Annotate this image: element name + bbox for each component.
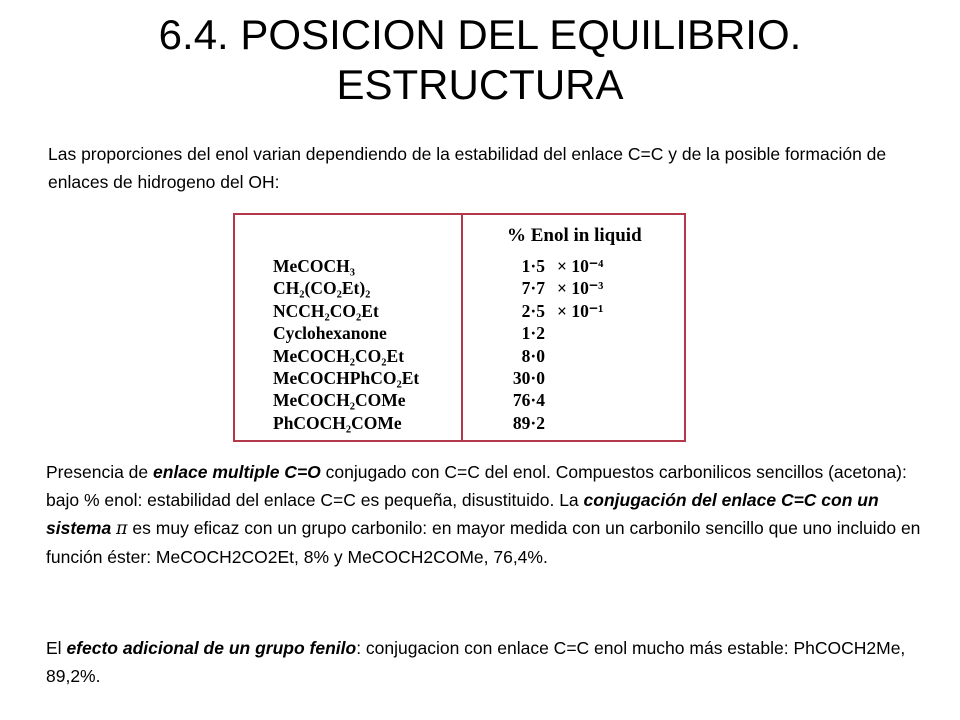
value-number: 2·5 xyxy=(521,300,545,321)
enol-value-cell xyxy=(505,345,603,367)
table-divider xyxy=(461,215,463,440)
compound-cell: Cyclohexanone xyxy=(273,323,387,344)
slide-title-line-1: 6.4. POSICION DEL EQUILIBRIO. xyxy=(158,11,802,58)
para2-text-3: es muy eficaz con un grupo carbonilo: en mayor medida con un carbonilo sencillo que uno incluido en función éster: MeCOCH2CO2Et, 8% y MeCOCH2COMe, 76,4%. xyxy=(46,518,921,567)
compound-cell: MeCOCH₂CO₂Et xyxy=(273,345,405,366)
enol-value-cell xyxy=(505,412,603,434)
enol-value-cell xyxy=(505,277,603,299)
enol-table xyxy=(233,213,686,442)
enol-value-cell xyxy=(505,255,603,277)
conjugation-paragraph xyxy=(46,458,926,571)
slide-title-line-2: ESTRUCTURA xyxy=(336,61,624,108)
value-exponent: × 10⁻⁴ xyxy=(557,256,604,276)
enol-value-cell xyxy=(505,322,603,344)
value-number: 76·4 xyxy=(512,390,545,411)
phenyl-paragraph xyxy=(46,634,926,690)
para2-text-1: Presencia de xyxy=(46,462,154,482)
para2-text-2: conjugado con C=C del enol. Compuestos carbonilicos sencillos (acetona): bajo % enol: estabilidad del enlace C=C es pequeña, disustituido. La xyxy=(46,462,907,510)
para3-text-1: El xyxy=(46,638,67,658)
para3-emphasis: efecto adicional de un grupo fenilo xyxy=(66,638,357,658)
pi-symbol: π xyxy=(116,519,128,539)
compound-cell: PhCOCH₂COMe xyxy=(273,412,402,433)
compound-cell: MeCOCHPhCO₂Et xyxy=(273,367,420,388)
value-number: 30·0 xyxy=(512,367,545,388)
value-exponent: × 10⁻³ xyxy=(557,278,604,299)
compound-cell: MeCOCH₃ xyxy=(273,256,356,276)
slide-title xyxy=(0,10,960,110)
value-number: 1·5 xyxy=(521,256,545,276)
para2-emphasis-1: enlace multiple C=O xyxy=(153,462,321,482)
compound-cell: NCCH₂CO₂Et xyxy=(273,300,379,321)
compound-column xyxy=(273,255,419,434)
compound-cell: CH₂(CO₂Et)₂ xyxy=(273,278,371,299)
enol-value-cell xyxy=(505,367,603,389)
enol-value-column xyxy=(505,255,603,434)
value-number: 89·2 xyxy=(512,412,545,433)
compound-cell: MeCOCH₂COMe xyxy=(273,390,406,411)
value-number: 1·2 xyxy=(521,323,545,344)
table-header: % Enol in liquid xyxy=(507,225,642,246)
intro-paragraph: Las proporciones del enol varian dependiendo de la estabilidad del enlace C=C y de la posible formación de enlaces de hidrogeno del OH: xyxy=(48,144,887,192)
value-number: 7·7 xyxy=(521,278,545,299)
para2-emphasis-2: conjugación del enlace C=C con un sistema xyxy=(46,490,879,538)
enol-value-cell xyxy=(505,389,603,411)
value-number: 8·0 xyxy=(521,345,545,366)
enol-value-cell xyxy=(505,300,603,322)
value-exponent: × 10⁻¹ xyxy=(557,300,604,321)
para3-text-2: : conjugacion con enlace C=C enol mucho más estable: PhCOCH2Me, 89,2%. xyxy=(46,638,906,686)
